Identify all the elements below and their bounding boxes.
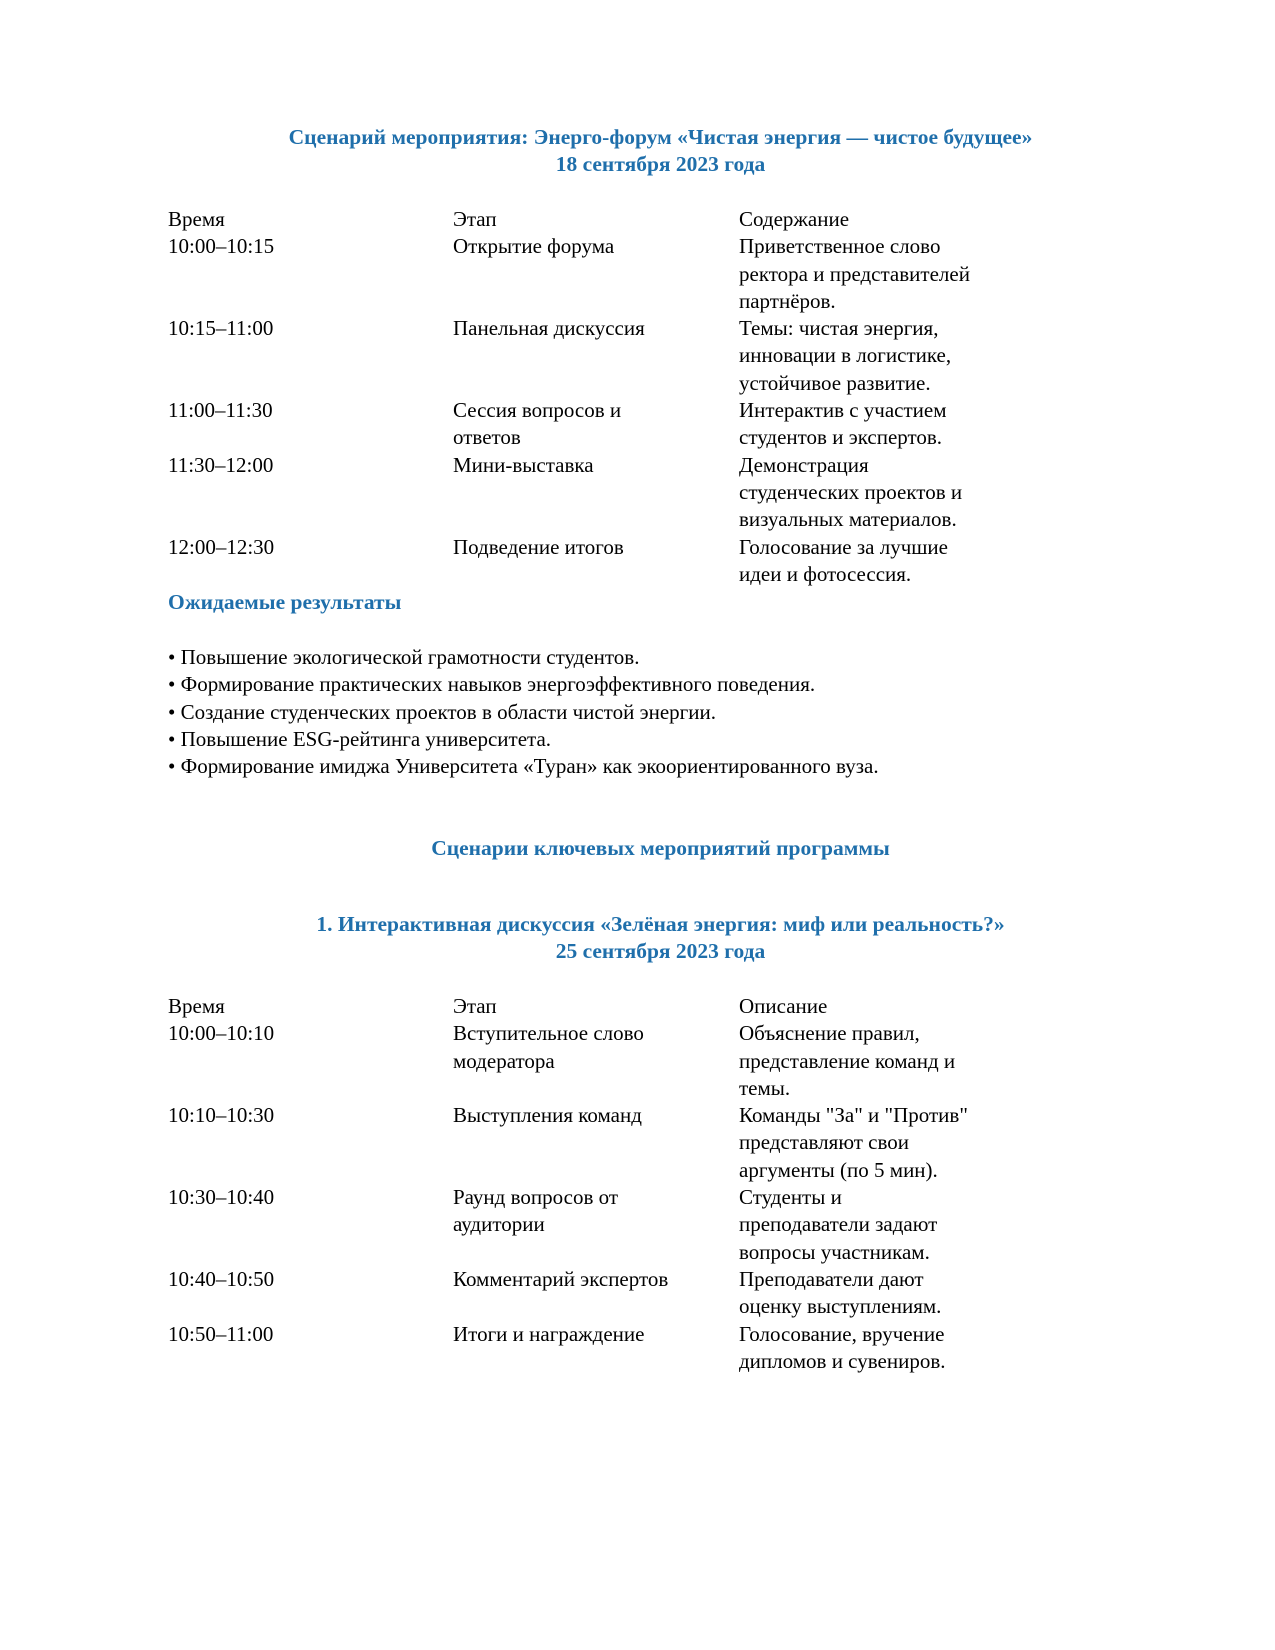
programme-title — [168, 835, 1153, 862]
stage-cell: Подведение итогов — [453, 534, 624, 559]
table-row — [168, 534, 1068, 589]
content-cell — [739, 1102, 1029, 1184]
table-row — [168, 452, 1068, 534]
stage-cell: Выступления команд — [453, 1103, 642, 1128]
content-line: Команды "За" и "Против" — [739, 1103, 968, 1128]
stage-line: Сессия вопросов и — [453, 398, 622, 423]
list-item — [168, 726, 879, 753]
table-row — [168, 397, 1068, 452]
content-cell — [739, 1020, 1029, 1102]
table-row — [168, 1266, 1068, 1321]
content-line: Темы: чистая энергия, — [739, 316, 939, 341]
table-row — [168, 1321, 1068, 1376]
content-line: Голосование за лучшие — [739, 534, 948, 559]
content-line: идеи и фотосессия. — [739, 561, 912, 586]
stage-cell: Открытие форума — [453, 234, 615, 259]
results-heading: Ожидаемые результаты — [168, 590, 402, 614]
stage-cell: Мини-выставка — [453, 452, 594, 477]
event1-date: 25 сентября 2023 года — [555, 939, 766, 963]
stage-line: Вступительное слово — [453, 1021, 644, 1046]
content-cell — [739, 315, 1029, 397]
column-header-stage: Этап — [453, 207, 497, 231]
event1-title-line: 1. Интерактивная дискуссия «Зелёная энергия: миф или реальность?» — [316, 912, 1005, 936]
content-line: партнёров. — [739, 288, 836, 313]
stage-cell: Итоги и награждение — [453, 1321, 645, 1346]
content-line: Голосование, вручение — [739, 1321, 945, 1346]
column-header-content: Содержание — [739, 207, 850, 231]
content-cell — [739, 1266, 1029, 1321]
column-header-description: Описание — [739, 994, 828, 1018]
results-list — [168, 644, 879, 780]
content-line: студентов и экспертов. — [739, 425, 943, 450]
content-cell — [739, 1184, 1029, 1266]
bullet-icon: • — [168, 699, 176, 724]
list-item-text: Повышение ESG-рейтинга университета. — [180, 726, 552, 751]
event-title-line: Сценарий мероприятия: Энерго-форум «Чистая энергия — чистое будущее» — [288, 125, 1033, 149]
stage-cell — [453, 397, 739, 452]
bullet-icon: • — [168, 726, 176, 751]
content-line: преподаватели задают — [739, 1212, 938, 1237]
time-cell: 11:30–12:00 — [168, 452, 274, 477]
content-cell — [739, 397, 1029, 452]
bullet-icon: • — [168, 754, 176, 779]
time-cell: 10:40–10:50 — [168, 1266, 275, 1291]
content-cell — [739, 534, 1029, 589]
event-title — [168, 124, 1153, 178]
schedule-table-discussion — [168, 993, 1068, 1375]
bullet-icon: • — [168, 672, 176, 697]
table-row — [168, 1020, 1068, 1102]
time-cell: 10:50–11:00 — [168, 1321, 274, 1346]
time-cell: 10:30–10:40 — [168, 1185, 275, 1210]
event-date: 18 сентября 2023 года — [555, 152, 766, 176]
stage-cell — [453, 1020, 739, 1102]
content-line: Интерактив с участием — [739, 398, 947, 423]
list-item — [168, 699, 879, 726]
content-line: Студенты и — [739, 1185, 842, 1210]
content-line: оценку выступлениям. — [739, 1294, 942, 1319]
table-row — [168, 233, 1068, 315]
time-cell: 10:10–10:30 — [168, 1103, 275, 1128]
content-line: Демонстрация — [739, 452, 869, 477]
column-header-time: Время — [168, 207, 225, 231]
content-line: темы. — [739, 1075, 791, 1100]
content-line: визуальных материалов. — [739, 507, 957, 532]
column-header-time: Время — [168, 994, 225, 1018]
table-row — [168, 1184, 1068, 1266]
list-item-text: Повышение экологической грамотности студентов. — [180, 645, 640, 669]
stage-cell — [453, 1184, 739, 1266]
stage-line: модератора — [453, 1048, 555, 1073]
bullet-icon: • — [168, 645, 176, 669]
time-cell: 10:00–10:10 — [168, 1021, 275, 1046]
list-item-text: Формирование имиджа Университета «Туран» как экоориентированного вуза. — [180, 754, 879, 779]
table-row — [168, 315, 1068, 397]
column-header-stage: Этап — [453, 994, 497, 1018]
content-line: студенческих проектов и — [739, 479, 963, 504]
content-line: Преподаватели дают — [739, 1266, 924, 1291]
stage-cell: Комментарий экспертов — [453, 1266, 669, 1291]
content-line: Приветственное слово — [739, 234, 941, 259]
list-item — [168, 753, 879, 780]
time-cell: 10:00–10:15 — [168, 234, 275, 259]
content-line: представляют свои — [739, 1130, 909, 1155]
content-cell — [739, 1321, 1029, 1376]
schedule-table-forum — [168, 206, 1068, 588]
content-line: аргументы (по 5 мин). — [739, 1157, 938, 1182]
table-header-row — [168, 993, 1068, 1020]
stage-line: аудитории — [453, 1212, 545, 1237]
event1-title — [168, 911, 1153, 965]
programme-title-text: Сценарии ключевых мероприятий программы — [431, 836, 890, 860]
time-cell: 12:00–12:30 — [168, 534, 275, 559]
content-line: дипломов и сувениров. — [739, 1348, 946, 1373]
list-item-text: Создание студенческих проектов в области чистой энергии. — [180, 699, 716, 724]
content-line: представление команд и — [739, 1048, 956, 1073]
content-line: Объяснение правил, — [739, 1021, 920, 1046]
table-header-row — [168, 206, 1068, 233]
list-item-text: Формирование практических навыков энергоэффективного поведения. — [180, 672, 816, 697]
content-line: ректора и представителей — [739, 261, 970, 286]
content-line: вопросы участникам. — [739, 1239, 930, 1264]
stage-cell: Панельная дискуссия — [453, 316, 645, 341]
list-item — [168, 671, 879, 698]
time-cell: 11:00–11:30 — [168, 398, 273, 423]
content-cell — [739, 233, 1029, 315]
table-row — [168, 1102, 1068, 1184]
stage-line: ответов — [453, 425, 521, 450]
stage-line: Раунд вопросов от — [453, 1185, 619, 1210]
time-cell: 10:15–11:00 — [168, 316, 274, 341]
content-cell — [739, 452, 1029, 534]
content-line: устойчивое развитие. — [739, 370, 931, 395]
list-item — [168, 644, 879, 671]
content-line: инновации в логистике, — [739, 343, 952, 368]
